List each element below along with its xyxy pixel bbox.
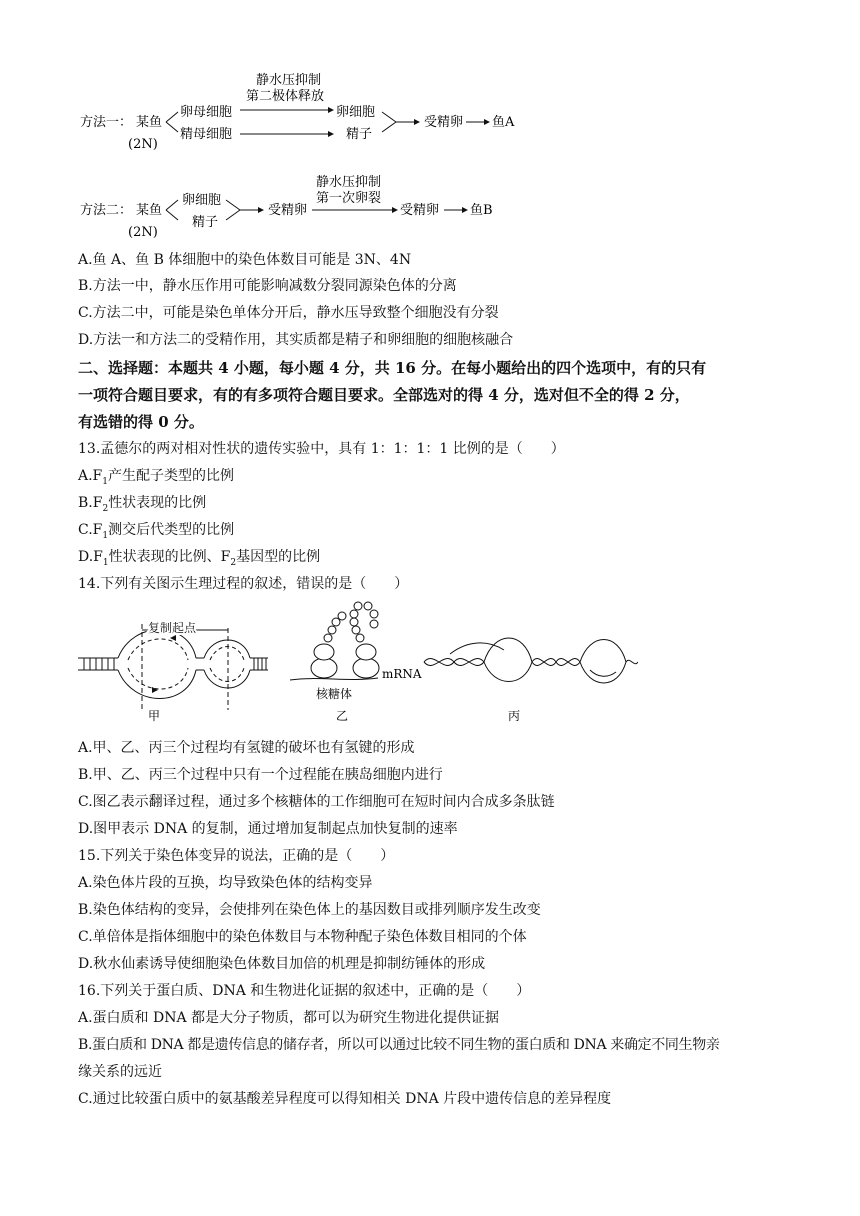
fig-yi-translation — [290, 602, 422, 723]
method2-egg: 卵细胞 — [182, 193, 222, 208]
fig-ribosome-label: 核糖体 — [316, 687, 353, 701]
q14-stem: 14.下列有关图示生理过程的叙述，错误的是（ ） — [78, 576, 409, 592]
method1-egg: 卵细胞 — [336, 105, 376, 120]
q16-option-a: A.蛋白质和 DNA 都是大分子物质，都可以为研究生物进化提供证据 — [78, 1010, 500, 1026]
method2-zygote-2: 受精卵 — [400, 203, 440, 218]
method1-result: 鱼A — [492, 115, 515, 130]
method1-prefix: 方法一： — [80, 115, 133, 130]
q16-option-c: C.通过比较蛋白质中的氨基酸差异程度可以得知相关 DNA 片段中遗传信息的差异程度 — [78, 1091, 612, 1107]
method2-ploidy: (2N) — [128, 225, 158, 240]
section2-heading-line1: 二、选择题：本题共 4 小题，每小题 4 分，共 16 分。在每小题给出的四个选项中，有的只有 — [78, 359, 707, 377]
method1-arrow-label-2: 第二极体释放 — [246, 89, 325, 104]
section2-heading-line2: 一项符合题目要求，有的有多项符合题目要求。全部选对的得 4 分，选对但不全的得 2 分， — [78, 386, 690, 404]
q13-option-a: $A.F_1$产生配子类型的比例 — [78, 468, 235, 487]
method2-result: 鱼B — [470, 203, 493, 218]
q15-option-d: D.秋水仙素诱导使细胞染色体数目加倍的机理是抑制纺锤体的形成 — [78, 956, 486, 972]
q15-option-b: B.染色体结构的变异，会使排列在染色体上的基因数目或排列顺序发生改变 — [78, 902, 541, 918]
method1-oocyte: 卵母细胞 — [180, 105, 233, 120]
q14-figure — [78, 600, 638, 730]
method1-diagram — [70, 60, 530, 160]
q15-option-a: A.染色体片段的互换，均导致染色体的结构变异 — [78, 875, 373, 891]
q16-option-b-cont: 缘关系的远近 — [78, 1064, 162, 1080]
fig-label-jia: 甲 — [148, 709, 161, 723]
fig-origin-label: 复制起点 — [148, 621, 197, 635]
q16-option-b: B.蛋白质和 DNA 都是遗传信息的储存者，所以可以通过比较不同生物的蛋白质和 DNA 来确定不同生物亲 — [78, 1037, 720, 1053]
method1-zygote: 受精卵 — [424, 115, 464, 130]
method1-arrow-label-1: 静水压抑制 — [256, 73, 322, 88]
q14-option-d: D.图甲表示 DNA 的复制，通过增加复制起点加快复制的速率 — [78, 821, 458, 837]
q13-option-b: $B.F_2$性状表现的比例 — [78, 495, 207, 514]
method1-fish: 某鱼 — [136, 115, 163, 130]
q16-stem: 16.下列关于蛋白质、DNA 和生物进化证据的叙述中，正确的是（ ） — [78, 983, 531, 999]
method1-ploidy: (2N) — [128, 137, 158, 152]
q12-option-d: D.方法一和方法二的受精作用，其实质都是精子和卵细胞的细胞核融合 — [78, 332, 514, 348]
method2-arrow-label-1: 静水压抑制 — [316, 175, 382, 190]
section2-heading-line3: 有选错的得 0 分。 — [78, 413, 204, 431]
q15-stem: 15.下列关于染色体变异的说法，正确的是（ ） — [78, 848, 395, 864]
q14-option-b: B.甲、乙、丙三个过程中只有一个过程能在胰岛细胞内进行 — [78, 767, 443, 783]
method1-sperm: 精子 — [346, 127, 373, 142]
q13-option-d: $D.F_1$性状表现的比例、$F_2$基因型的比例 — [78, 549, 321, 568]
q13-option-c: $C.F_1$测交后代类型的比例 — [78, 522, 235, 541]
method2-arrow-label-2: 第一次卵裂 — [316, 191, 382, 206]
method2-diagram — [70, 168, 530, 248]
method2-prefix: 方法二： — [80, 203, 133, 218]
q15-option-c: C.单倍体是指体细胞中的染色体数目与本物种配子染色体数目相同的个体 — [78, 929, 527, 945]
fig-mrna-label: mRNA — [382, 667, 422, 681]
method2-zygote: 受精卵 — [268, 203, 308, 218]
fig-label-yi: 乙 — [336, 709, 349, 723]
method2-sperm: 精子 — [192, 215, 219, 230]
method2-fish: 某鱼 — [136, 203, 163, 218]
fig-jia-replication — [78, 620, 268, 723]
fig-bing-transcription — [424, 638, 638, 683]
fig-label-bing: 丙 — [508, 709, 521, 723]
q12-option-c: C.方法二中，可能是染色单体分开后，静水压导致整个细胞没有分裂 — [78, 305, 499, 321]
q14-option-c: C.图乙表示翻译过程，通过多个核糖体的工作细胞可在短时间内合成多条肽链 — [78, 794, 555, 810]
q12-option-a: A.鱼 A、鱼 B 体细胞中的染色体数目可能是 3N、4N — [78, 252, 412, 268]
q13-stem: 13.孟德尔的两对相对性状的遗传实验中，具有 1：1：1：1 比例的是（ ） — [78, 441, 565, 457]
method1-spermatocyte: 精母细胞 — [180, 127, 233, 142]
q14-option-a: A.甲、乙、丙三个过程均有氢键的破坏也有氢键的形成 — [78, 740, 415, 756]
q12-option-b: B.方法一中，静水压作用可能影响减数分裂同源染色体的分离 — [78, 278, 457, 294]
